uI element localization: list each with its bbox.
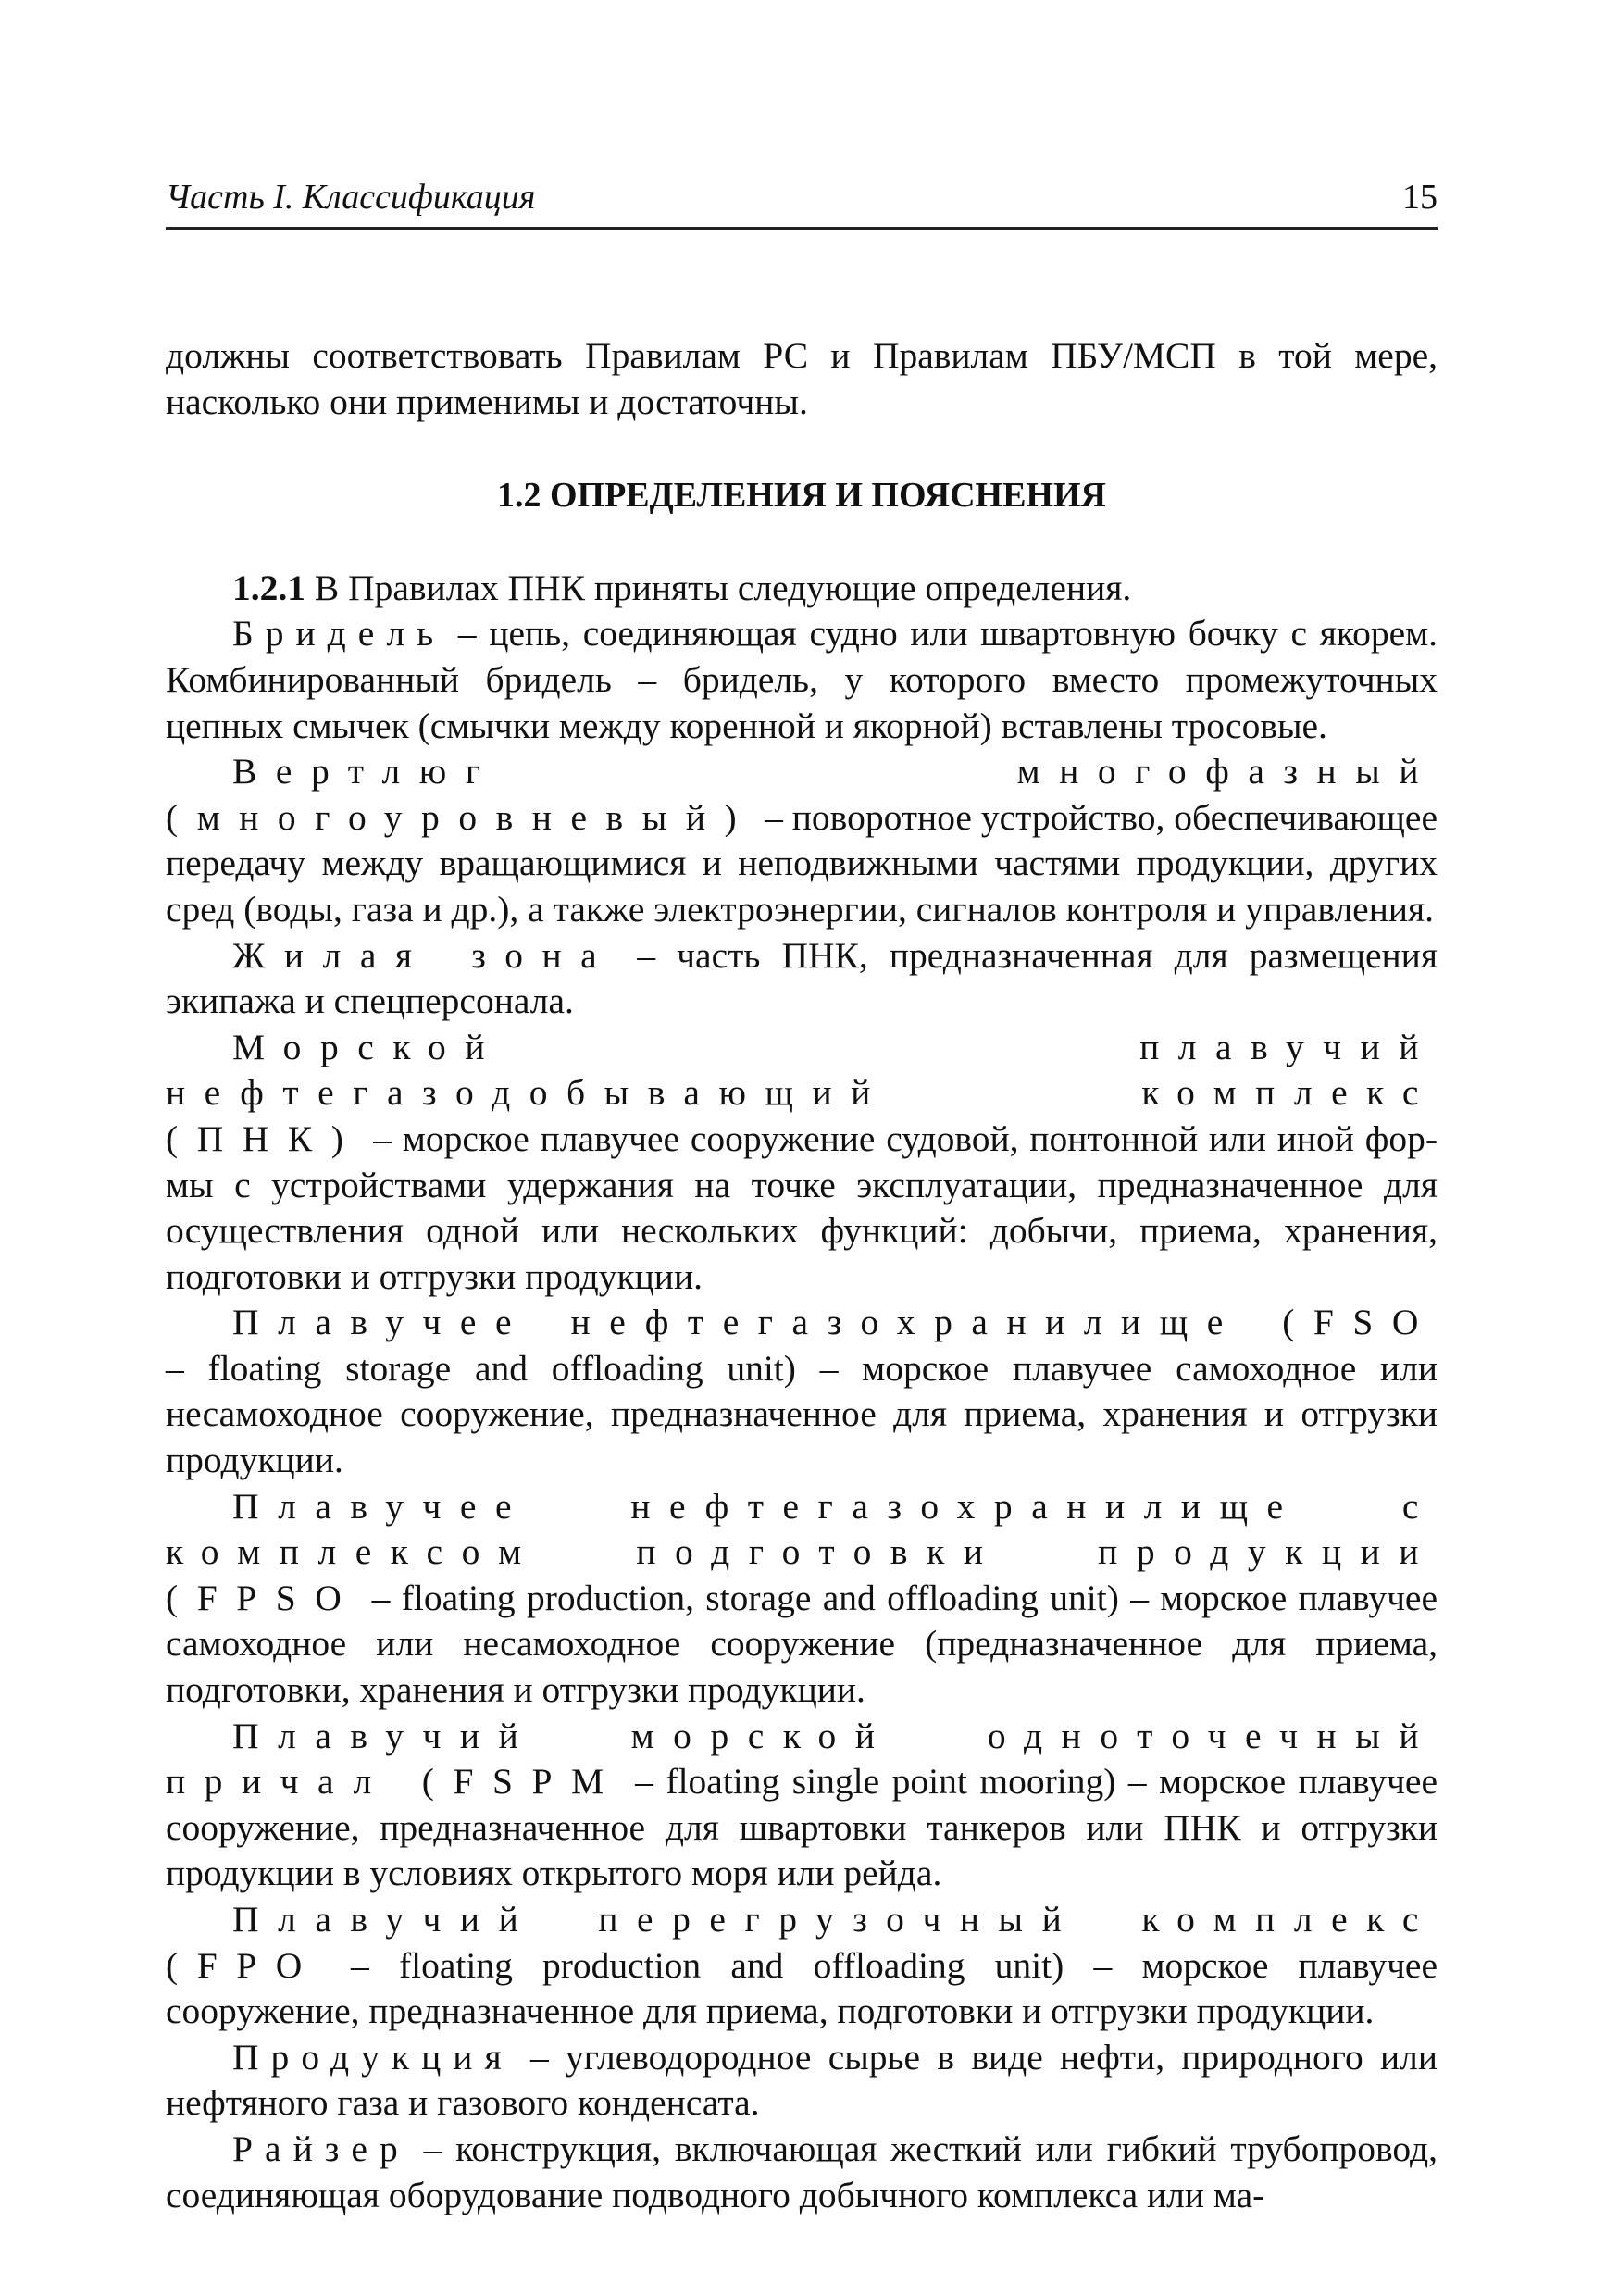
definition-term: Плавучий морской одноточечный причал (FSPM <box>166 1715 1438 1803</box>
definition-fpo <box>166 1897 1438 2035</box>
definition-term: Райзер <box>232 2128 410 2169</box>
intro-paragraph: должны соответствовать Правилам РС и Правилам ПБУ/МСП в той мере, насколько они применимы и достаточны. <box>166 335 1438 422</box>
definition-fspm <box>166 1714 1438 1897</box>
definition-fpso <box>166 1484 1438 1714</box>
definition-term: Плавучее нефтегазохранилище с комплексом подготовки продукции (FPSO <box>166 1485 1438 1618</box>
running-title: Часть I. Классификация <box>166 178 536 217</box>
section-heading: 1.2 ОПРЕДЕЛЕНИЯ И ПОЯСНЕНИЯ <box>496 476 1106 516</box>
body-text <box>166 333 1438 2218</box>
definition-text: – floating production, storage and offloading unit) – морское плавучее самоходное или несамоходное сооружение (предназначенное для приема, подготовки, хранения и отгрузки продукции. <box>166 1577 1438 1711</box>
definition-text: – цепь, соединяющая судно или швартовную бочку с якорем. Комбинированный бридель – бридель, у которого вместо промежуточных цепных смычек (смычки между коренной и якорной) вставлены тросовые. <box>166 613 1438 746</box>
definition-text: – floating storage and offloading unit) – морское плавучее самоходное или несамоходное сооружение, предназначенное для приема, хранения и отгрузки продукции. <box>166 1347 1438 1481</box>
definition-product <box>166 2035 1438 2127</box>
definition-riser <box>166 2127 1438 2218</box>
page-header <box>166 165 1438 230</box>
definition-bridel <box>166 611 1438 749</box>
definition-text: – поворотное устройство, обеспечивающее передачу между вращающимися и неподвижными частями продукции, других сред (воды, газа и др.), а также электроэнергии, сигналов контроля и управления. <box>166 796 1438 930</box>
definition-swivel <box>166 749 1438 932</box>
definition-text: – конструкция, включающая жесткий или гибкий трубопровод, соединяющая оборудование подводного добычного комплекса или ма- <box>166 2128 1438 2215</box>
definition-term: Продукция <box>232 2036 514 2078</box>
definition-term: Жилая зона <box>232 934 616 976</box>
definition-term: Плавучее нефтегазохранилище (FSO <box>232 1302 1438 1343</box>
definition-term: Морской плавучий нефтегазодобывающий комплекс (ПНК) <box>166 1026 1438 1159</box>
definition-text: – часть ПНК, предназначенная для размещения экипажа и спецперсонала. <box>166 934 1438 1022</box>
clause-text: В Правилах ПНК приняты следующие определения. <box>305 567 1132 608</box>
definition-text: – floating single point mooring) – морское плавучее сооружение, предназначенное для швартовки танкеров или ПНК и отгрузки продукции в условиях открытого моря или рейда. <box>166 1761 1438 1894</box>
definition-text: – floating production and offloading unit) – морское плавучее сооружение, предназначенное для приема, подготовки и отгрузки продукции. <box>166 1944 1438 2032</box>
definition-fso <box>166 1300 1438 1483</box>
clause-paragraph <box>166 566 1438 612</box>
definition-text: – морское плавучее сооружение судовой, понтонной или иной формы с устройствами удержания на точке эксплуатации, предназначенное для осуществления одной или нескольких функций: добычи, приема, хранения, подготовки и отгрузки продукции. <box>166 1117 1438 1297</box>
definition-living-zone <box>166 933 1438 1025</box>
definition-text: – углеводородное сырье в виде нефти, природного или нефтяного газа и газового конденсата. <box>166 2036 1438 2124</box>
clause-number: 1.2.1 <box>232 567 305 608</box>
definition-term: Вертлюг многофазный (многоуровневый) <box>166 751 1438 838</box>
definition-term: Плавучий перегрузочный комплекс (FPO <box>166 1899 1438 1986</box>
page-number: 15 <box>1402 178 1438 217</box>
definition-pnk <box>166 1025 1438 1301</box>
definition-term: Бридель <box>232 613 446 655</box>
